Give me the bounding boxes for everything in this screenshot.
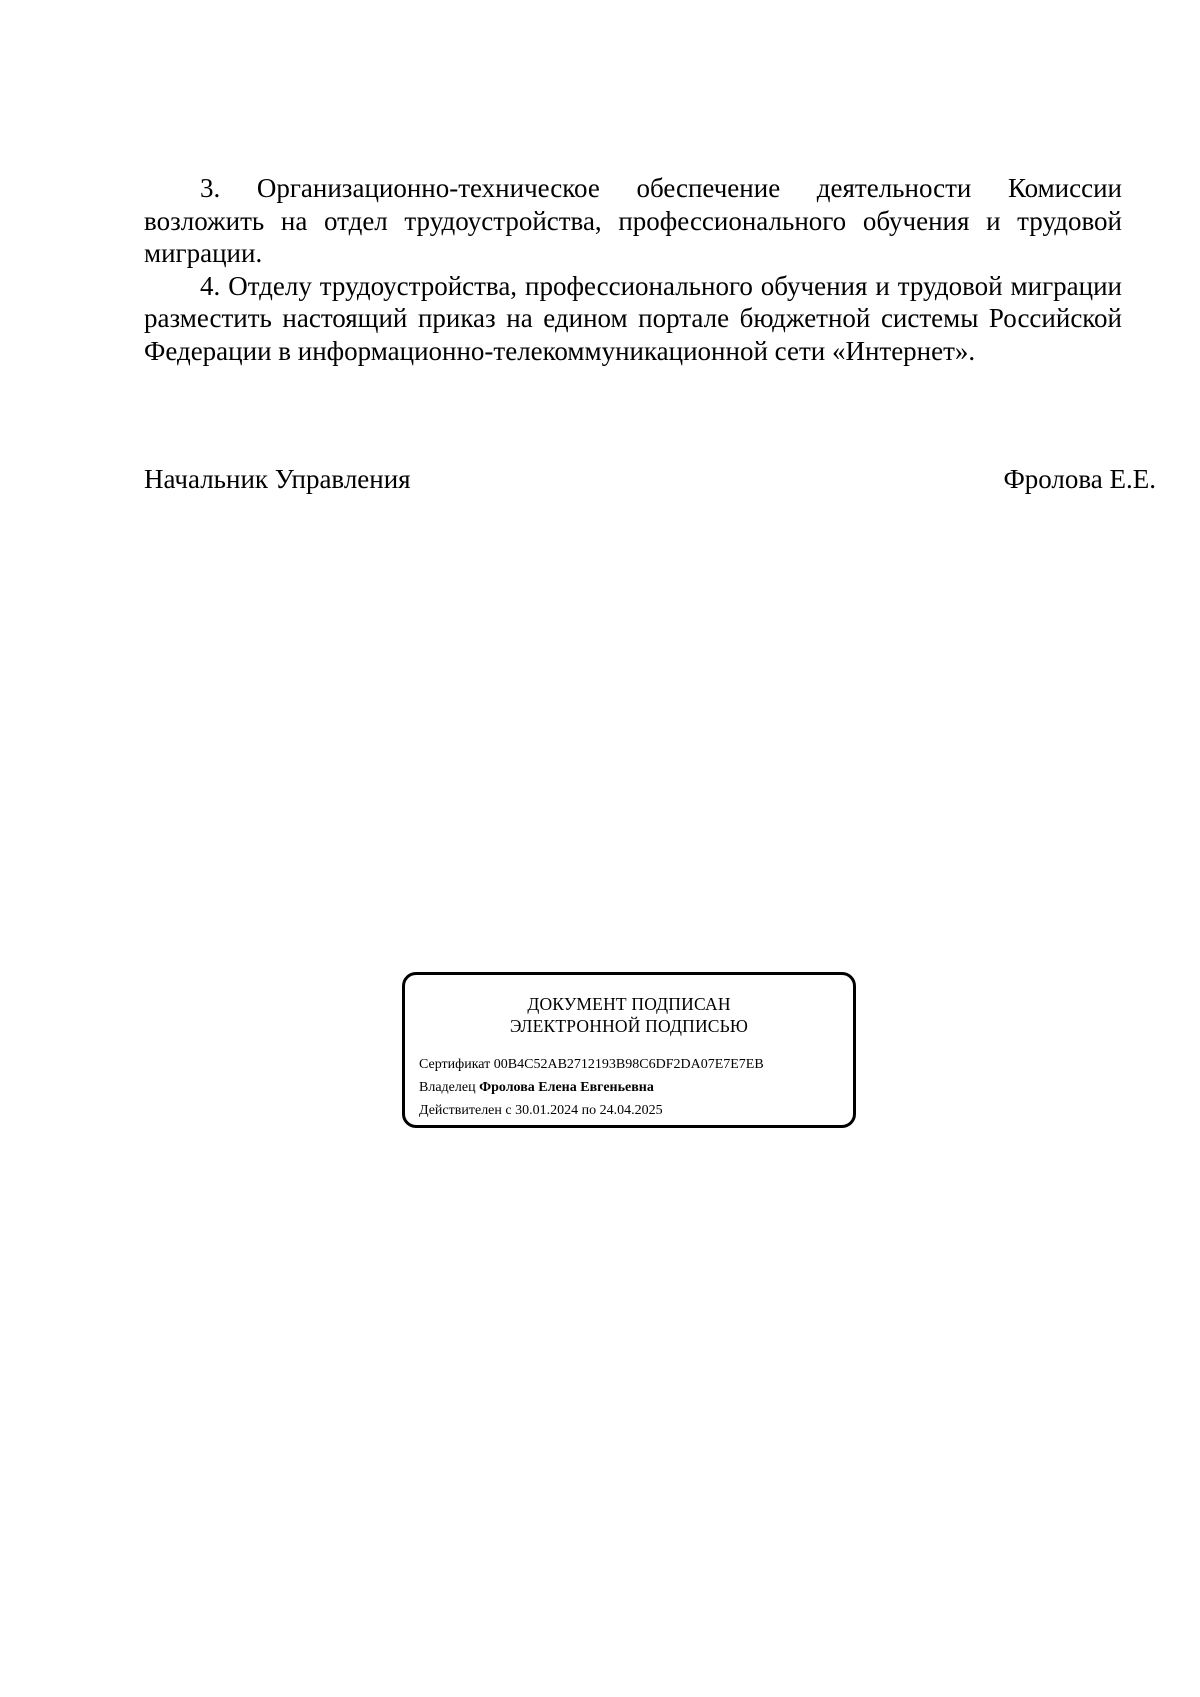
valid-to-label: по <box>581 1103 597 1118</box>
certificate-line <box>419 1053 764 1076</box>
electronic-signature-stamp <box>402 972 856 1128</box>
stamp-title-line-1: ДОКУМЕНТ ПОДПИСАН <box>527 994 731 1014</box>
signature-block <box>144 463 1156 495</box>
stamp-details <box>419 1053 764 1122</box>
paragraph-item-4: 4. Отделу трудоустройства, профессионального обучения и трудовой миграции разместить настоящий приказ на едином портале бюджетной системы Российской Федерации в информационно-телекоммуникационной сети «Интернет». <box>144 270 1122 366</box>
certificate-value: 00B4C52AB2712193B98C6DF2DA07E7E7EB <box>493 1057 764 1072</box>
owner-value: Фролова Елена Евгеньевна <box>479 1080 654 1095</box>
stamp-title-line-2: ЭЛЕКТРОННОЙ ПОДПИСЬЮ <box>509 1016 749 1036</box>
paragraph-item-3: 3. Организационно-техническое обеспечение деятельности Комиссии возложить на отдел трудоустройства, профессионального обучения и трудовой миграции. <box>144 173 1122 268</box>
valid-to-date: 24.04.2025 <box>599 1103 663 1118</box>
valid-from-date: 30.01.2024 <box>515 1103 579 1118</box>
owner-label: Владелец <box>419 1080 476 1095</box>
validity-line <box>419 1099 764 1122</box>
owner-line <box>419 1076 764 1099</box>
document-body <box>144 172 1122 367</box>
stamp-title <box>405 993 853 1037</box>
valid-from-label: Действителен с <box>419 1103 512 1118</box>
signatory-name: Фролова Е.Е. <box>1003 464 1156 494</box>
signatory-position: Начальник Управления <box>144 464 411 494</box>
certificate-label: Сертификат <box>419 1057 491 1072</box>
